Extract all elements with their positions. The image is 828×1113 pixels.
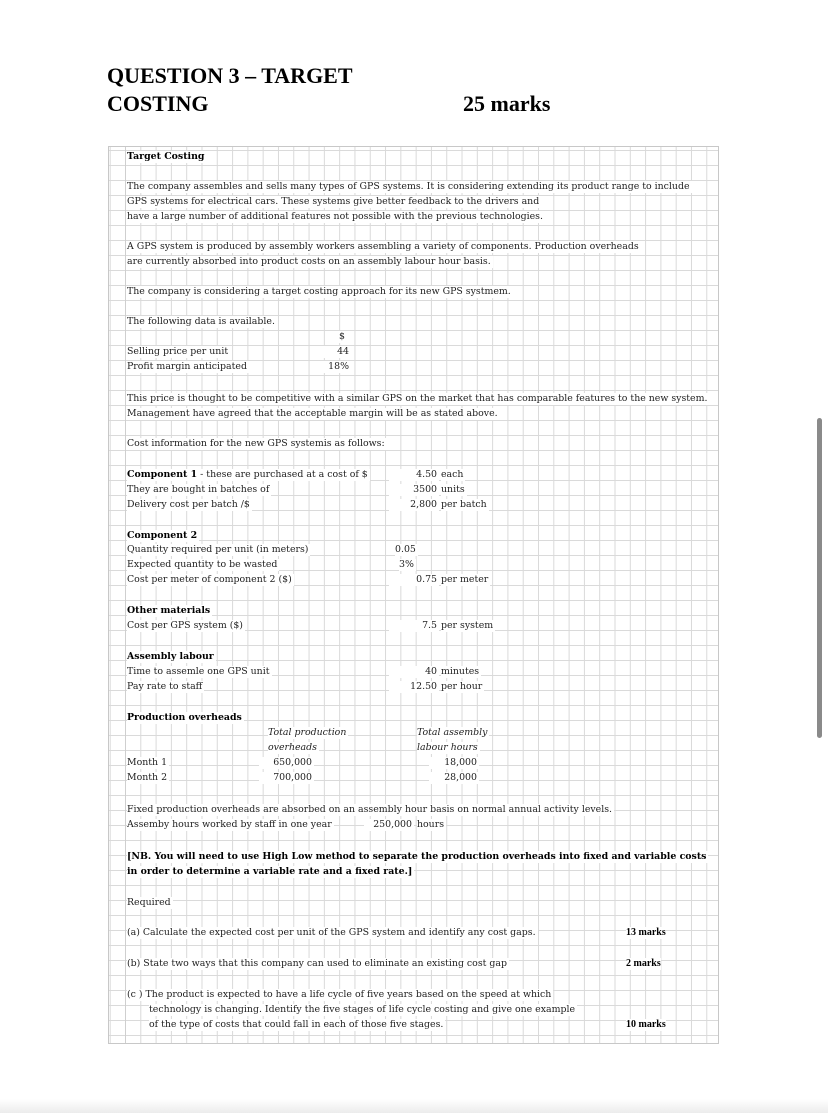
sheet-title: Target Costing bbox=[127, 151, 205, 162]
vertical-scrollbar[interactable] bbox=[817, 418, 822, 738]
component1-heading-rest: - these are purchased at a cost of $ bbox=[197, 469, 368, 480]
component2-qty-label: Quantity required per unit (in meters) bbox=[127, 544, 309, 555]
overheads-col2-line1: Total assembly bbox=[417, 727, 488, 738]
overheads-row-overheads: 700,000 bbox=[259, 772, 314, 784]
question-c-line-2: technology is changing. Identify the five stages of life cycle costing and give one example bbox=[149, 1004, 576, 1015]
question-title-line1: QUESTION 3 – TARGET bbox=[107, 63, 353, 88]
annual-hours-value: 250,000 bbox=[364, 819, 414, 831]
page-bottom-edge bbox=[0, 1099, 828, 1113]
component2-cost-label: Cost per meter of component 2 ($) bbox=[127, 574, 292, 585]
component1-batch-unit: units bbox=[441, 484, 465, 495]
question-a-marks: 13 marks bbox=[626, 927, 666, 938]
question-b-marks: 2 marks bbox=[626, 958, 661, 969]
intro-line-1: The company assembles and sells many types of GPS systems. It is considering extending its product range to include bbox=[127, 181, 690, 192]
fixed-overheads-note: Fixed production overheads are absorbed on an assembly hour basis on normal annual activity levels. bbox=[127, 804, 613, 815]
approach-text: The company is considering a target costing approach for its new GPS systmem. bbox=[127, 286, 511, 297]
overheads-col1-line2: overheads bbox=[268, 742, 317, 753]
spreadsheet bbox=[108, 146, 719, 1044]
component1-batch-value: 3500 bbox=[389, 484, 439, 496]
component2-waste-label: Expected quantity to be wasted bbox=[127, 559, 278, 570]
currency-symbol: $ bbox=[336, 331, 350, 343]
assembly-labour-heading: Assembly labour bbox=[127, 651, 214, 662]
cost-info-text: Cost information for the new GPS systemis as follows: bbox=[127, 438, 385, 449]
price-note-line-1: This price is thought to be competitive with a similar GPS on the market that has comparable features to the new system. bbox=[127, 393, 708, 404]
assembly-time-unit: minutes bbox=[441, 666, 480, 677]
annual-hours-unit: hours bbox=[417, 819, 445, 830]
other-materials-heading: Other materials bbox=[127, 605, 211, 616]
component2-waste-value: 3% bbox=[399, 559, 414, 570]
component1-delivery-label: Delivery cost per batch /$ bbox=[127, 499, 250, 510]
selling-price-label: Selling price per unit bbox=[127, 346, 229, 357]
profit-margin-label: Profit margin anticipated bbox=[127, 361, 247, 372]
question-title-line2: COSTING bbox=[107, 91, 209, 116]
component1-cost-unit: each bbox=[441, 469, 464, 480]
question-b: (b) State two ways that this company can used to eliminate an existing cost gap bbox=[127, 958, 507, 969]
component1-cost-value: 4.50 bbox=[389, 469, 439, 481]
nb-line-2: in order to determine a variable rate and a fixed rate.] bbox=[127, 866, 413, 877]
overheads-row-hours: 18,000 bbox=[429, 757, 479, 769]
intro-line-3: have a large number of additional features not possible with the previous technologies. bbox=[127, 211, 543, 222]
assembly-pay-unit: per hour bbox=[441, 681, 483, 692]
required-label: Required bbox=[127, 897, 171, 908]
other-materials-cost-unit: per system bbox=[441, 620, 494, 631]
other-materials-cost-value: 7.5 bbox=[389, 620, 439, 632]
question-c-line-3: of the type of costs that could fall in each of those five stages. bbox=[149, 1019, 444, 1030]
other-materials-cost-label: Cost per GPS system ($) bbox=[127, 620, 243, 631]
component1-line bbox=[127, 469, 370, 481]
component2-heading: Component 2 bbox=[127, 530, 198, 541]
production-overheads-heading: Production overheads bbox=[127, 712, 242, 723]
overheads-col2-line2: labour hours bbox=[417, 742, 478, 753]
question-c-line-1: (c ) The product is expected to have a life cycle of five years based on the speed at which bbox=[127, 989, 552, 1000]
assembly-pay-value: 12.50 bbox=[389, 681, 439, 693]
component2-cost-unit: per meter bbox=[441, 574, 489, 585]
overheads-row-overheads: 650,000 bbox=[259, 757, 314, 769]
selling-price-value: 44 bbox=[319, 346, 351, 358]
nb-line-1: [NB. You will need to use High Low method to separate the production overheads into fixed and variable costs bbox=[127, 851, 707, 862]
overheads-row-label: Month 1 bbox=[127, 757, 168, 768]
overheads-row-hours: 28,000 bbox=[429, 772, 479, 784]
question-a: (a) Calculate the expected cost per unit of the GPS system and identify any cost gaps. bbox=[127, 927, 536, 938]
component1-delivery-value: 2,800 bbox=[389, 499, 439, 511]
assembly-time-label: Time to assemle one GPS unit bbox=[127, 666, 270, 677]
overheads-row-label: Month 2 bbox=[127, 772, 168, 783]
annual-hours-label: Assemby hours worked by staff in one year bbox=[127, 819, 332, 830]
component2-cost-value: 0.75 bbox=[389, 574, 439, 586]
total-marks: 25 marks bbox=[463, 91, 551, 116]
component2-qty-value: 0.05 bbox=[395, 544, 416, 555]
overheads-col1-line1: Total production bbox=[268, 727, 347, 738]
component1-heading: Component 1 bbox=[127, 469, 198, 480]
profit-margin-value: 18% bbox=[319, 361, 351, 373]
data-available-text: The following data is available. bbox=[127, 316, 275, 327]
intro-line-2: GPS systems for electrical cars. These systems give better feedback to the drivers and bbox=[127, 196, 540, 207]
assembly-pay-label: Pay rate to staff bbox=[127, 681, 203, 692]
assembly-time-value: 40 bbox=[389, 666, 439, 678]
component1-delivery-unit: per batch bbox=[441, 499, 487, 510]
price-note-line-2: Management have agreed that the acceptable margin will be as stated above. bbox=[127, 408, 498, 419]
component1-batch-label: They are bought in batches of bbox=[127, 484, 270, 495]
production-line-1: A GPS system is produced by assembly workers assembling a variety of components. Production overheads bbox=[127, 241, 639, 252]
production-line-2: are currently absorbed into product costs on an assembly labour hour basis. bbox=[127, 256, 491, 267]
question-c-marks: 10 marks bbox=[626, 1019, 666, 1030]
